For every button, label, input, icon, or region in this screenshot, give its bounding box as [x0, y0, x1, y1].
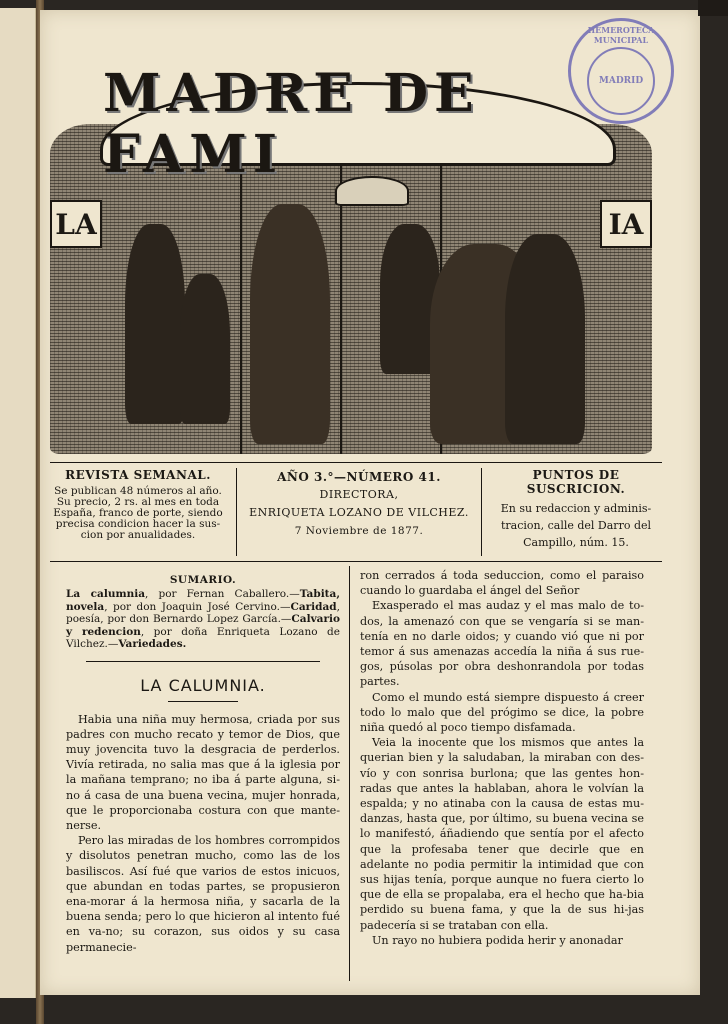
subscription-terms: REVISTA SEMANAL. Se publican 48 números al año. Su precio, 2 rs. al mes en toda España, franco de porte, siendo precisa condicion hacer la sus- cion por anualidades.	[50, 468, 226, 541]
paragraph: Como el mundo está siempre dispuesto á creer todo lo malo que del prógimo se dice, la pobre niña quedó al poco tiempo disfamada.	[360, 690, 644, 735]
paragraph: Pero las miradas de los hombres corrompidos y disolutos penetran mucho, como las de los basiliscos. Así fué que varios de estos inicuos, que abundan en todas partes, se propusieron ena-morar á la hermosa niña, y sacarla de la buena senda; pero lo que hicieron al intento fué en va-no; su corazon, sus oidos y su casa permanecie-	[66, 834, 340, 954]
column-left	[66, 574, 340, 955]
article-title: LA CALUMNIA.	[140, 675, 266, 695]
info-row	[50, 462, 662, 562]
director-name: ENRIQUETA LOZANO DE VILCHEZ.	[249, 506, 469, 519]
puntos-heading: PUNTOS DE SUSCRICION.	[526, 468, 626, 496]
paragraph: Habia una niña muy hermosa, criada por sus padres con mucho recato y temor de Dios, que muy jovencita tuvo la desgracia de perderlos. Vivía retirada, no salia mas que á la iglesia por la mañana temprano; no iba á parte alguna, si-no á casa de una buena vecina, mujer honrada, que le proporcionaba costura con que mante-nerse.	[66, 712, 340, 832]
page-corner	[698, 0, 728, 16]
revista-heading: REVISTA SEMANAL.	[65, 468, 211, 482]
paragraph: Exasperado el mas audaz y el mas malo de to-dos, la amenazó con que se vengaría si se man-tenía en no darle oidos; y cuando vió que ni por temor á sus amenazas accedía la niña á sus rue-gos, púsolas por obra deshonrandola por todas partes.	[360, 599, 644, 689]
ribbon-left: LA	[50, 200, 102, 248]
paragraph: Un rayo no hubiera podida herir y anonadar	[372, 933, 623, 947]
sumario-text: La calumnia, por Fernan Caballero.—Tabita, novela, por don Joaquin José Cervino.—Caridad, poesía, por don Bernardo Lopez García.—Calvario y redencion, por doña Enriqueta Lozano de Vilchez.—Variedades.	[66, 588, 340, 650]
column-divider	[349, 566, 350, 981]
subscription-points: PUNTOS DE SUSCRICION. En su redaccion y adminis- tracion, calle del Darro del Campillo, núm. 15.	[490, 468, 662, 551]
newspaper-page	[40, 10, 700, 995]
library-stamp: HEMEROTECA MUNICIPAL MADRID	[568, 18, 674, 124]
issue-number: AÑO 3.°—NÚMERO 41.	[277, 470, 441, 484]
article-columns	[50, 566, 662, 986]
column-right	[360, 568, 644, 948]
director-role: DIRECTORA,	[319, 488, 399, 501]
masthead	[50, 63, 652, 457]
title-banner	[100, 63, 616, 185]
sumario-heading: SUMARIO.	[169, 574, 237, 586]
issue-info	[236, 468, 482, 556]
issue-date: 7 Noviembre de 1877.	[294, 525, 424, 537]
ribbon-right: IA	[600, 200, 652, 248]
paragraph: Veia la inocente que los mismos que antes la querian bien y la saludaban, la miraban con des-vío y con sonrisa burlona; que las gentes hon-radas que antes la hablaban, ahora le volvían la espalda; y no atinaba con la causa de estas mu-danzas, hasta que, por último, su buena vecina se lo manifestó, áñadiendo que sentía por el afecto que la profesaba tener que decirle que en adelante no podia permitir la intimidad que con sus hijas tenía, porque aunque no fuera cierto lo que de ella se propalaba, era el hecho que ha-bia perdido su buena fama, y que la de sus hi-jas padecería si se trataban con ella.	[360, 736, 644, 932]
masthead-title: MADRE DE FAMI	[103, 63, 480, 185]
paragraph: ron cerrados á toda seduccion, como el paraiso cuando lo guardaba el ángel del Señor	[360, 569, 644, 598]
